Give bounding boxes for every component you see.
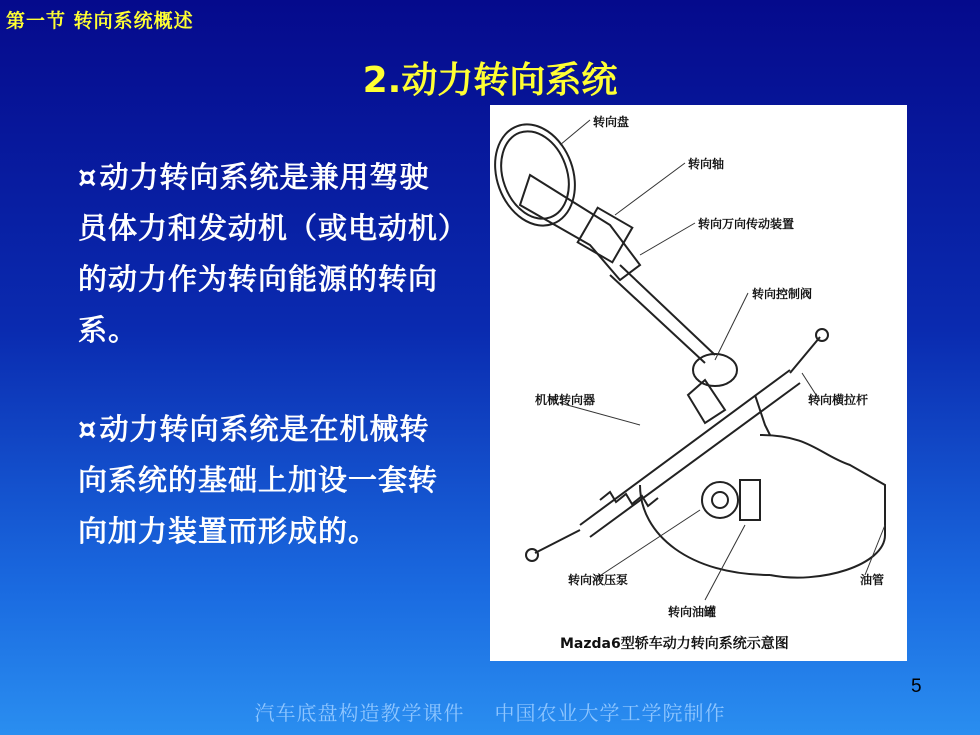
slide-title: 2.动力转向系统 [362,60,618,101]
label-universal-joint: 转向万向传动装置 [698,217,795,231]
footer [0,697,980,726]
label-steering-shaft: 转向轴 [688,157,725,171]
label-steering-wheel: 转向盘 [593,115,630,129]
label-reservoir: 转向油罐 [668,605,717,619]
steering-system-drawing [490,105,907,661]
figure-caption: Mazda6型轿车动力转向系统示意图 [560,636,789,652]
label-oil-pipe: 油管 [860,573,885,587]
bullet-item [78,404,458,557]
footer-course: 汽车底盘构造教学课件 [254,701,465,725]
label-control-valve: 转向控制阀 [752,287,813,301]
bullet-text: 动力转向系统是兼用驾驶员体力和发动机（或电动机）的动力作为转向能源的转向系。 [78,160,454,347]
bullet-marker: ¤ [78,160,98,194]
label-pump: 转向液压泵 [568,573,629,587]
bullet-text: 动力转向系统是在机械转向系统的基础上加设一套转向加力装置而形成的。 [78,412,439,548]
page-number: 5 [911,676,922,697]
label-tie-rod: 转向横拉杆 [808,393,869,407]
steering-diagram [490,105,907,661]
bullet-list [78,152,458,605]
section-label: 第一节 转向系统概述 [6,10,194,32]
footer-institution: 中国农业大学工学院制作 [494,701,726,725]
label-steering-gear: 机械转向器 [535,393,596,407]
bullet-marker: ¤ [78,412,98,446]
bullet-item [78,152,458,356]
